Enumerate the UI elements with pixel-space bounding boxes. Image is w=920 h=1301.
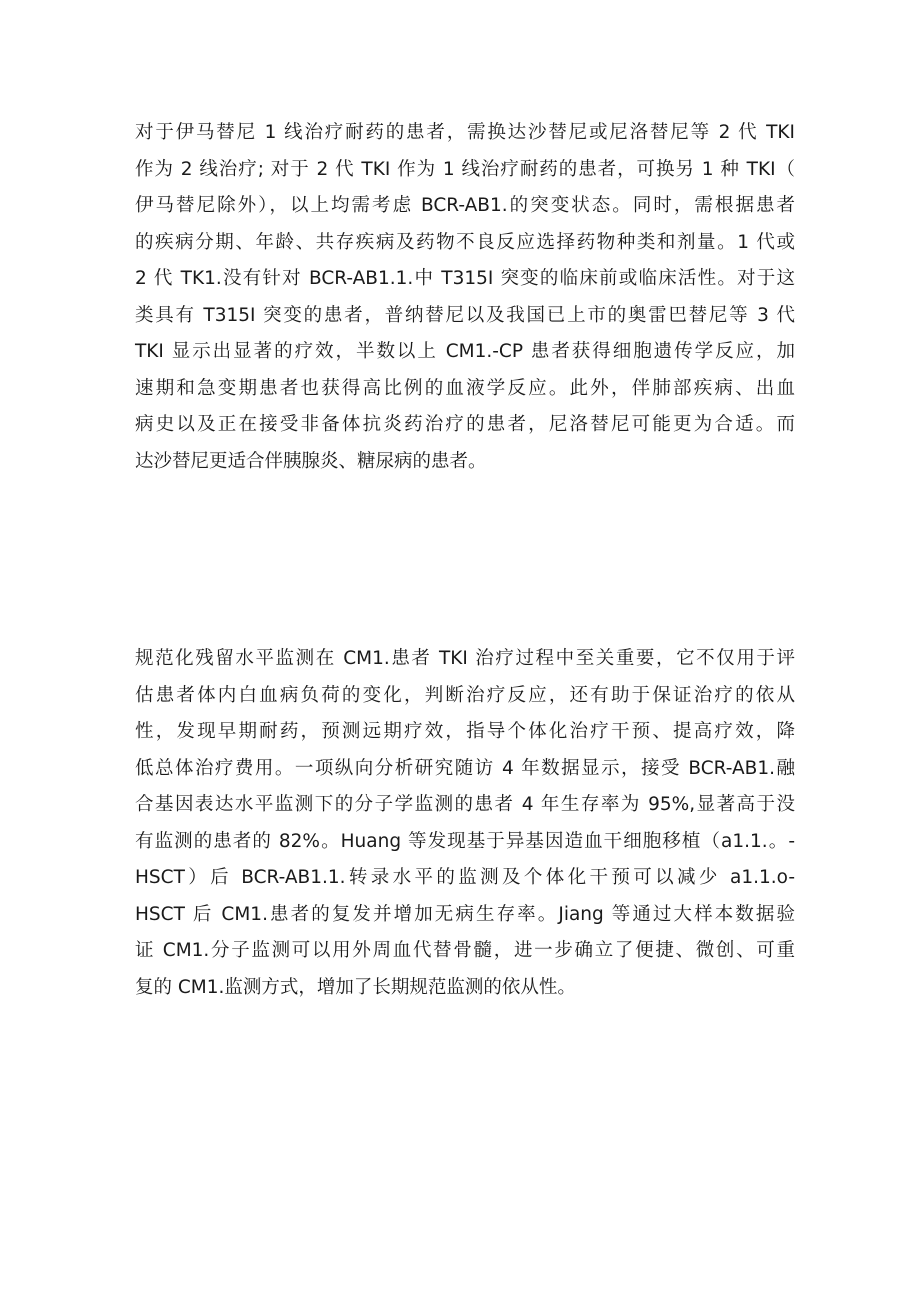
- paragraph-line: 速期和急变期患者也获得高比例的血液学反应。此外，伴肺部疾病、出血: [135, 377, 795, 399]
- paragraph-line: 对于伊马替尼 1 线治疗耐药的患者，需换达沙替尼或尼洛替尼等 2 代 TKI: [135, 122, 795, 143]
- paragraph-line: TKI 显示出显著的疗效，半数以上 CM1.-CP 患者获得细胞遗传学反应，加: [135, 341, 795, 362]
- paragraph-line: 作为 2 线治疗; 对于 2 代 TKI 作为 1 线治疗耐药的患者，可换另 1 种 TKI（: [135, 158, 795, 180]
- paragraph-line: 合基因表达水平监测下的分子学监测的患者 4 年生存率为 95%,显著高于没: [135, 794, 795, 815]
- paragraph-line: 伊马替尼除外），以上均需考虑 BCR-AB1.的突变状态。同时，需根据患者: [135, 195, 795, 216]
- paragraph-line: 类具有 T315I 突变的患者，普纳替尼以及我国已上市的奥雷巴替尼等 3 代: [135, 304, 795, 326]
- paragraph-line: 估患者体内白血病负荷的变化，判断治疗反应，还有助于保证治疗的依从: [135, 684, 795, 706]
- paragraph-tki-treatment: [135, 115, 795, 480]
- paragraph-line: 2 代 TK1.没有针对 BCR-AB1.1.中 T315I 突变的临床前或临床活性。对于这: [135, 268, 795, 289]
- paragraph-line: 证 CM1.分子监测可以用外周血代替骨髓，进一步确立了便捷、微创、可重: [135, 940, 795, 961]
- paragraph-residual-monitoring: [135, 641, 795, 1006]
- paragraph-line: 复的 CM1.监测方式，增加了长期规范监测的依从性。: [135, 976, 576, 998]
- paragraph-line: 的疾病分期、年龄、共存疾病及药物不良反应选择药物种类和剂量。1 代或: [135, 231, 795, 253]
- paragraph-line: 性，发现早期耐药，预测远期疗效，指导个体化治疗干预、提高疗效，降: [135, 721, 795, 742]
- paragraph-line: 低总体治疗费用。一项纵向分析研究随访 4 年数据显示，接受 BCR-AB1.融: [135, 757, 795, 779]
- paragraph-line: 规范化残留水平监测在 CM1.患者 TKI 治疗过程中至关重要，它不仅用于评: [135, 648, 795, 669]
- paragraph-line: HSCT 后 CM1.患者的复发并增加无病生存率。Jiang 等通过大样本数据验: [135, 903, 795, 925]
- paragraph-line: 达沙替尼更适合伴胰腺炎、糖尿病的患者。: [135, 450, 487, 472]
- paragraph-line: HSCT）后 BCR-AB1.1.转录水平的监测及个体化干预可以减少 a1.1.o-: [135, 867, 795, 888]
- paragraph-line: 有监测的患者的 82%。Huang 等发现基于异基因造血干细胞移植（a1.1.。-: [135, 830, 795, 852]
- paragraph-line: 病史以及正在接受非备体抗炎药治疗的患者，尼洛替尼可能更为合适。而: [135, 414, 795, 435]
